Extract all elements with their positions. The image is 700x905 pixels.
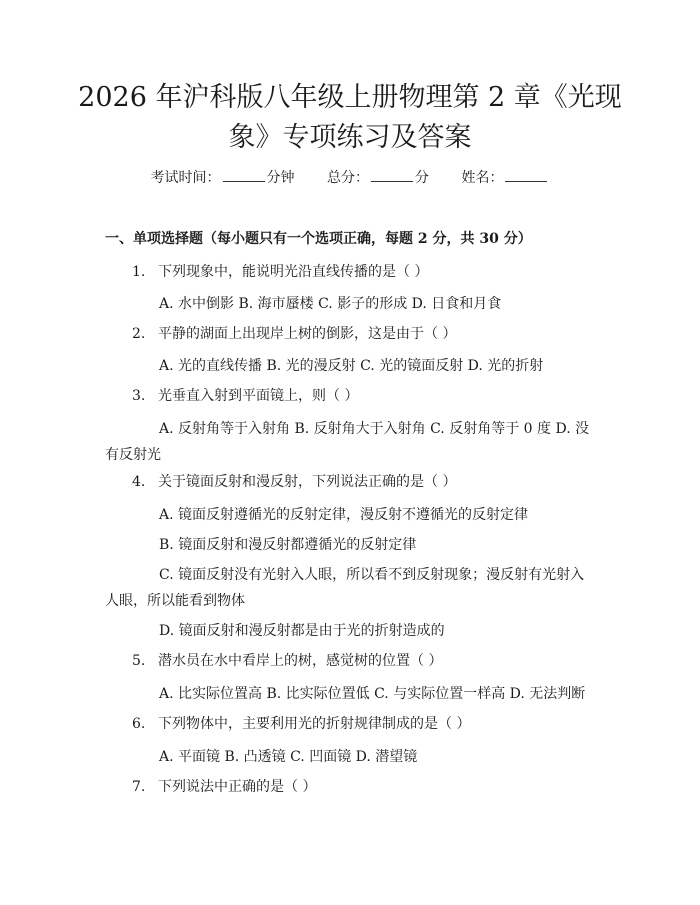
exam-time-field <box>151 167 295 188</box>
time-unit: 分钟 <box>266 170 295 186</box>
question-4-option-b: B. 镜面反射和漫反射都遵循光的反射定律 <box>159 537 417 553</box>
question-number: 7. <box>132 779 146 795</box>
question-1 <box>132 262 602 282</box>
question-4-option-a: A. 镜面反射遵循光的反射定律，漫反射不遵循光的反射定律 <box>159 507 529 523</box>
question-number: 3. <box>132 388 146 404</box>
question-text: 光垂直入射到平面镜上，则（ ） <box>158 388 359 404</box>
title-line-1: 2026 年沪科版八年级上册物理第 2 章《光现 <box>78 82 622 113</box>
question-5 <box>132 651 602 671</box>
page-title <box>60 78 640 158</box>
time-blank <box>223 167 265 182</box>
score-label: 总分： <box>327 170 369 186</box>
question-number: 4. <box>132 474 146 490</box>
exam-info <box>0 167 700 188</box>
question-3-options: A. 反射角等于入射角 B. 反射角大于入射角 C. 反射角等于 0 度 D. 没有反射光 <box>105 421 590 463</box>
question-6-options: A. 平面镜 B. 凸透镜 C. 凹面镜 D. 潜望镜 <box>159 749 418 765</box>
question-text: 关于镜面反射和漫反射，下列说法正确的是（ ） <box>158 474 457 490</box>
question-4-option-d: D. 镜面反射和漫反射都是由于光的折射造成的 <box>159 623 445 639</box>
score-blank <box>371 167 413 182</box>
question-number: 5. <box>132 653 146 669</box>
question-3 <box>132 386 602 406</box>
question-6 <box>132 714 602 734</box>
question-text: 下列现象中，能说明光沿直线传播的是（ ） <box>158 264 429 280</box>
question-number: 6. <box>132 716 146 732</box>
name-label: 姓名： <box>461 170 504 186</box>
question-4 <box>132 472 602 492</box>
question-text: 潜水员在水中看岸上的树，感觉树的位置（ ） <box>158 653 443 669</box>
section-heading: 一、单项选择题（每小题只有一个选项正确，每题 2 分，共 30 分） <box>105 231 532 247</box>
score-field <box>327 167 429 188</box>
question-2 <box>132 324 602 344</box>
question-text: 下列物体中，主要利用光的折射规律制成的是（ ） <box>158 716 471 732</box>
score-unit: 分 <box>415 170 429 186</box>
title-line-2: 象》专项练习及答案 <box>228 122 472 153</box>
question-number: 1. <box>132 264 146 280</box>
time-label: 考试时间： <box>150 170 221 186</box>
question-1-options: A. 水中倒影 B. 海市蜃楼 C. 影子的形成 D. 日食和月食 <box>159 296 502 312</box>
question-7 <box>132 777 602 797</box>
question-2-options: A. 光的直线传播 B. 光的漫反射 C. 光的镜面反射 D. 光的折射 <box>159 358 544 374</box>
question-number: 2. <box>132 326 146 342</box>
question-text: 平静的湖面上出现岸上树的倒影，这是由于（ ） <box>158 326 457 342</box>
question-5-options: A. 比实际位置高 B. 比实际位置低 C. 与实际位置一样高 D. 无法判断 <box>159 686 586 702</box>
name-field <box>461 167 549 188</box>
question-text: 下列说法中正确的是（ ） <box>158 779 317 795</box>
name-blank <box>505 167 547 182</box>
question-4-option-c: C. 镜面反射没有光射入人眼，所以看不到反射现象；漫反射有光射入人眼，所以能看到物体 <box>105 567 585 609</box>
